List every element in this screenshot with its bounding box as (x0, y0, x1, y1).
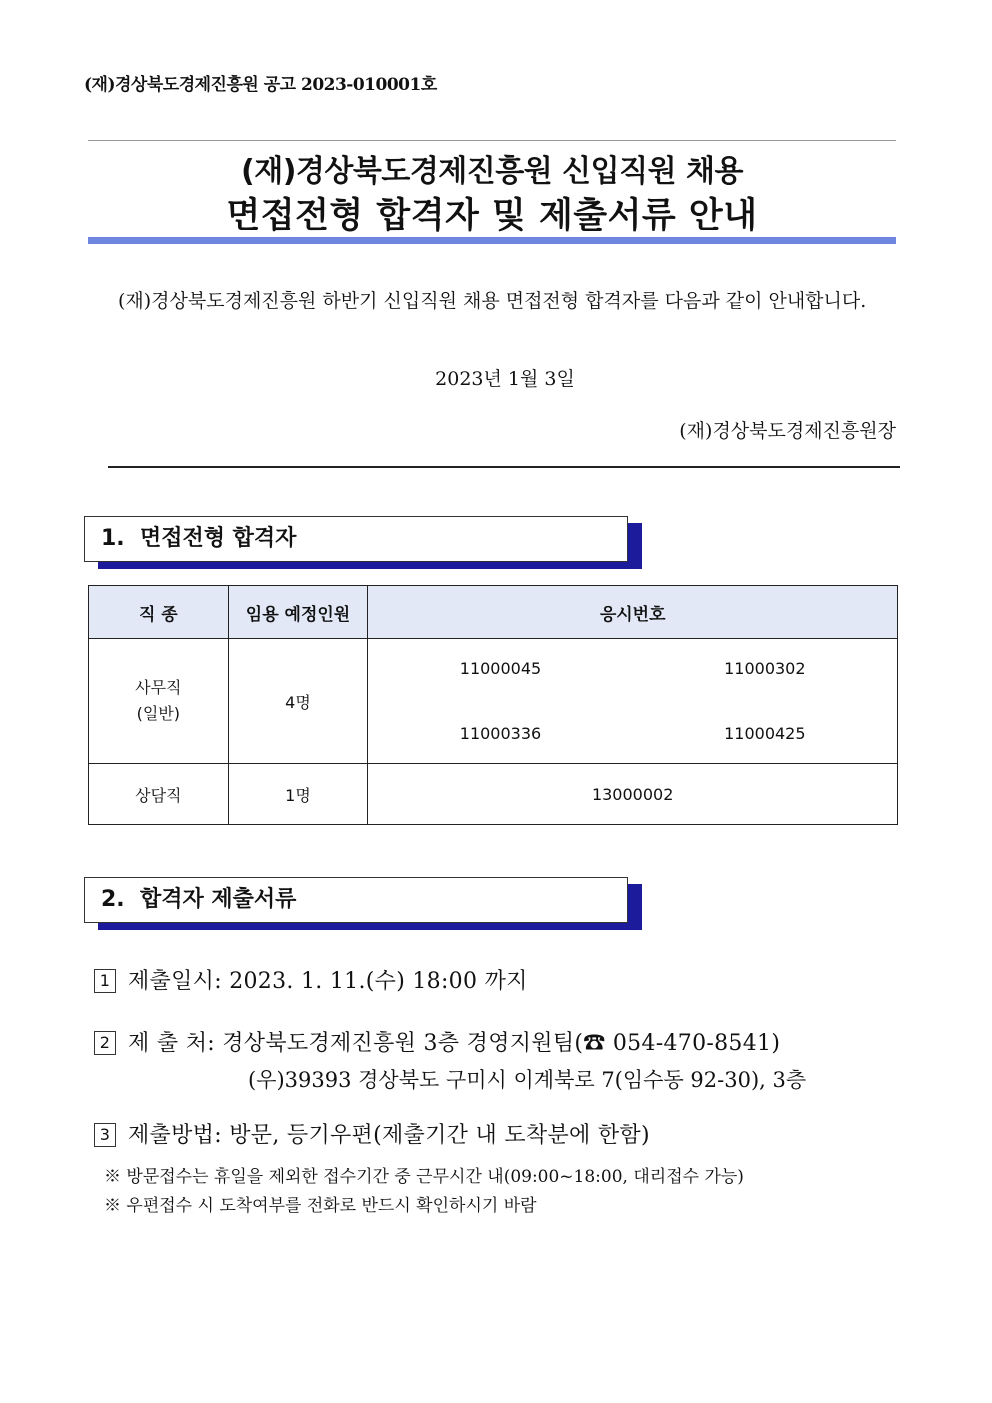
count-cell: 4명 (228, 639, 368, 764)
item-number-box: 2 (94, 1031, 116, 1055)
numbers-cell (368, 639, 898, 764)
header-count: 임용 예정인원 (228, 586, 368, 639)
title-underline-bar (88, 237, 896, 244)
document-title-line2: 면접전형 합격자 및 제출서류 안내 (226, 196, 758, 236)
submission-address: (우)39393 경상북도 구미시 이계북로 7(임수동 92-30), 3층 (248, 1068, 807, 1092)
exam-number: 13000002 (591, 784, 674, 804)
exam-number: 11000425 (724, 724, 806, 743)
exam-number: 11000302 (724, 659, 806, 678)
item-text: 제 출 처: 경상북도경제진흥원 3층 경영지원팀(☎ 054-470-8541) (128, 1031, 781, 1056)
item-text: 제출방법: 방문, 등기우편(제출기간 내 도착분에 한함) (128, 1123, 650, 1148)
job-cell: 사무직 (일반) (89, 639, 229, 764)
submission-place-item (94, 1026, 780, 1057)
notice-number: (재)경상북도경제진흥원 공고 2023-010001호 (84, 75, 437, 95)
result-table (88, 585, 898, 825)
numbers-cell (368, 764, 898, 825)
header-separator (108, 466, 900, 468)
section1-heading (84, 516, 628, 562)
table-row (89, 639, 898, 764)
header-numbers: 응시번호 (368, 586, 898, 639)
note-mail: ※ 우편접수 시 도착여부를 전화로 반드시 확인하시기 바람 (104, 1196, 537, 1216)
exam-number: 11000045 (459, 659, 542, 678)
section2-heading (84, 877, 628, 923)
item-number-box: 3 (94, 1123, 116, 1147)
document-title-line1: (재)경상북도경제진흥원 신입직원 채용 (241, 154, 743, 189)
exam-number: 11000336 (459, 724, 542, 743)
intro-paragraph: (재)경상북도경제진흥원 하반기 신입직원 채용 면접전형 합격자를 다음과 같이 안내합니다. (118, 290, 867, 312)
item-text: 제출일시: 2023. 1. 11.(수) 18:00 까지 (128, 969, 528, 994)
note-visit: ※ 방문접수는 휴일을 제외한 접수기간 중 근무시간 내(09:00~18:00, 대리접수 가능) (104, 1167, 744, 1187)
top-divider (88, 140, 896, 141)
submission-method-item (94, 1118, 650, 1149)
notice-date: 2023년 1월 3일 (435, 368, 575, 390)
job-cell: 상담직 (89, 764, 229, 825)
header-job: 직 종 (89, 586, 229, 639)
item-number-box: 1 (94, 969, 116, 993)
issuer-name: (재)경상북도경제진흥원장 (679, 420, 896, 442)
section1-title: 1. 면접전형 합격자 (101, 526, 297, 551)
table-row (89, 764, 898, 825)
count-cell: 1명 (228, 764, 368, 825)
submission-date-item (94, 964, 528, 995)
table-header-row (89, 586, 898, 639)
section2-title: 2. 합격자 제출서류 (101, 887, 297, 912)
